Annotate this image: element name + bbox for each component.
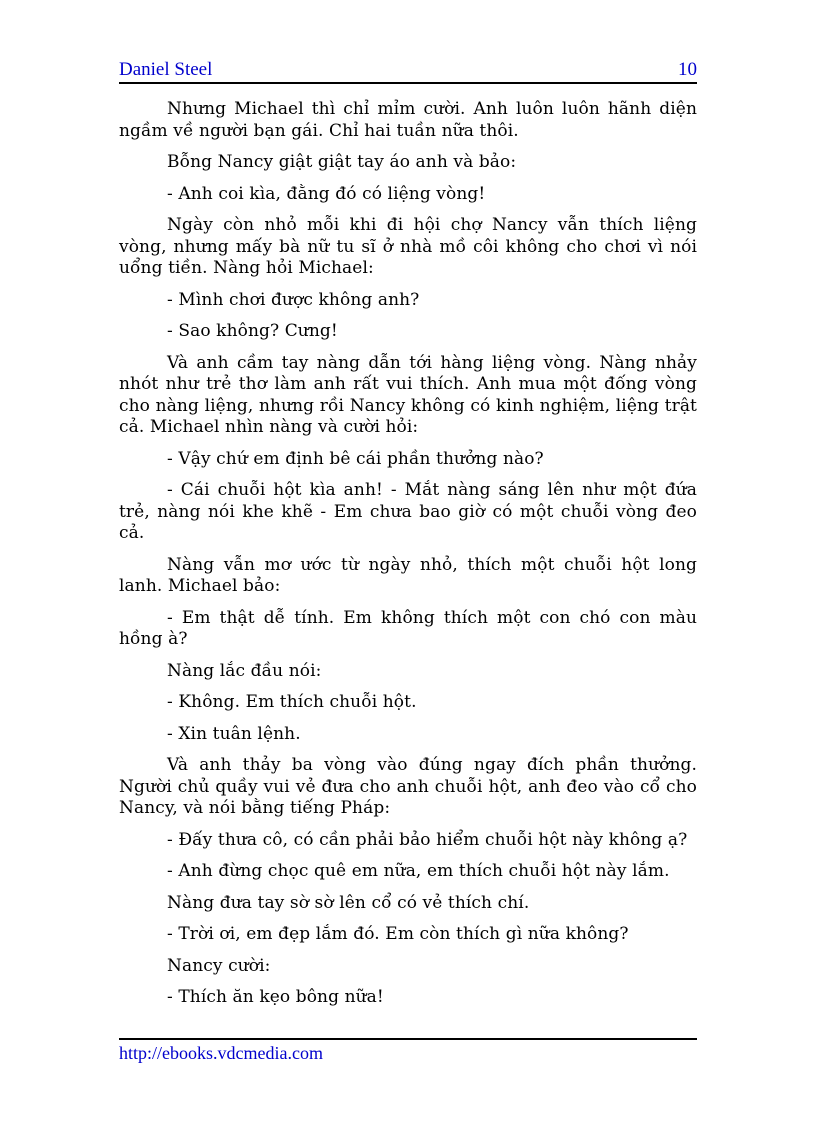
paragraph: - Cái chuỗi hột kìa anh! - Mắt nàng sáng lên như một đứa trẻ, nàng nói khe khẽ - Em chưa bao giờ có một chuỗi vòng đeo cả. [119,480,697,543]
paragraph: Nancy cười: [167,955,271,976]
paragraph: - Trời ơi, em đẹp lắm đó. Em còn thích gì nữa không? [167,924,629,944]
body-text [119,99,697,1019]
paragraph: - Thích ăn kẹo bông nữa! [167,987,384,1007]
paragraph: - Em thật dễ tính. Em không thích một con chó con màu hồng à? [119,607,697,649]
page-header [119,58,697,84]
footer-divider [119,1038,697,1040]
paragraph: Nàng đưa tay sờ sờ lên cổ có vẻ thích chí. [167,892,530,913]
paragraph: - Anh coi kìa, đằng đó có liệng vòng! [167,183,486,204]
paragraph: - Vậy chứ em định bê cái phần thưởng nào? [167,448,544,469]
paragraph: Bỗng Nancy giật giật tay áo anh và bảo: [167,152,517,172]
paragraph: Nàng vẫn mơ ước từ ngày nhỏ, thích một chuỗi hột long lanh. Michael bảo: [119,554,697,596]
author-name: Daniel Steel [119,59,213,80]
paragraph: Nhưng Michael thì chỉ mỉm cười. Anh luôn luôn hãnh diện ngầm về người bạn gái. Chỉ hai tuần nữa thôi. [119,99,697,141]
paragraph: - Xin tuân lệnh. [167,723,301,744]
paragraph: - Mình chơi được không anh? [167,289,420,310]
paragraph: - Đấy thưa cô, có cần phải bảo hiểm chuỗi hột này không ạ? [167,829,688,850]
footer-link[interactable]: http://ebooks.vdcmedia.com [119,1043,323,1063]
paragraph: Và anh thảy ba vòng vào đúng ngay đích phần thưởng. Người chủ quầy vui vẻ đưa cho anh chuỗi hột, anh đeo vào cổ cho Nancy, và nói bằng tiếng Pháp: [119,755,697,818]
paragraph: - Sao không? Cưng! [167,321,338,341]
page-number: 10 [678,59,697,80]
paragraph: - Anh đừng chọc quê em nữa, em thích chuỗi hột này lắm. [167,861,670,881]
paragraph: Nàng lắc đầu nói: [167,660,322,681]
paragraph: - Không. Em thích chuỗi hột. [167,692,417,712]
paragraph: Ngày còn nhỏ mỗi khi đi hội chợ Nancy vẫn thích liệng vòng, nhưng mấy bà nữ tu sĩ ở nhà mồ côi không cho chơi vì nói uổng tiền. Nàng hỏi Michael: [119,215,697,278]
paragraph: Và anh cầm tay nàng dẫn tới hàng liệng vòng. Nàng nhảy nhót như trẻ thơ làm anh rất vui thích. Anh mua một đống vòng cho nàng liệng, nhưng rồi Nancy không có kinh nghiệm, liệng trật cả. Michael nhìn nàng và cười hỏi: [119,352,697,437]
